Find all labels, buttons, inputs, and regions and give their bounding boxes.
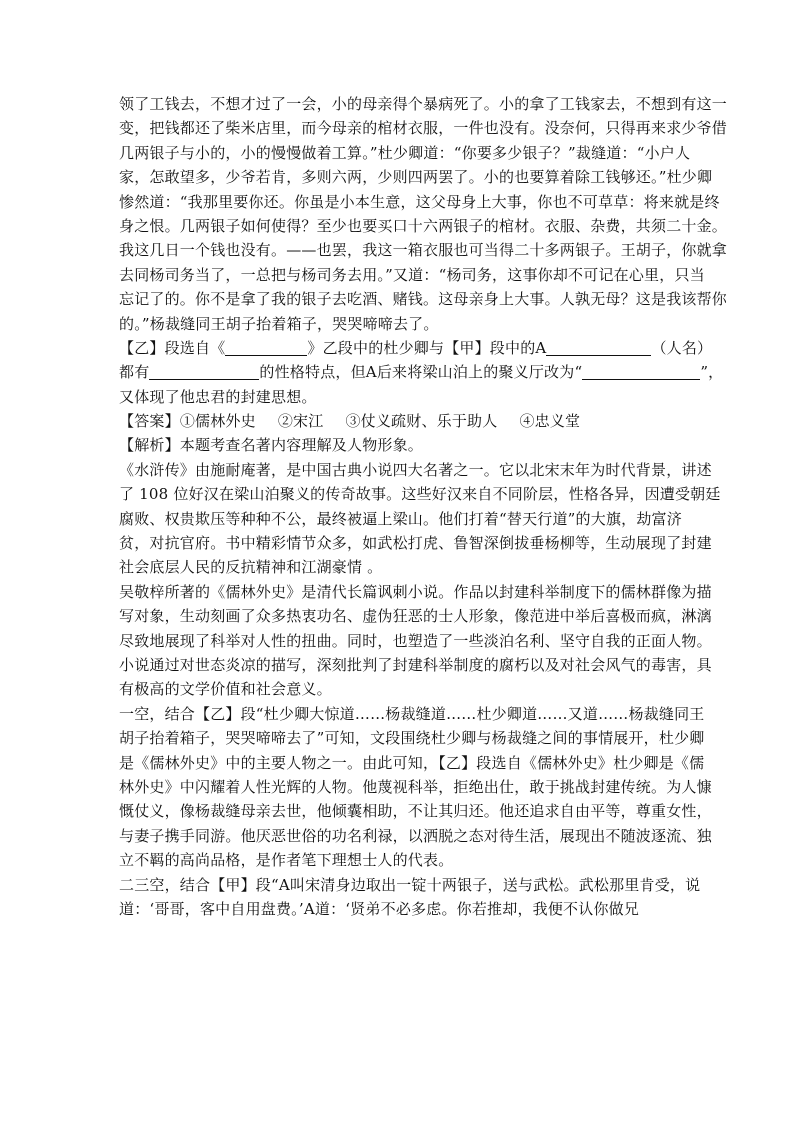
question-text: （人名） <box>651 338 713 357</box>
analysis-line: 慨仗义，像杨裁缝母亲去世，他倾囊相助，不让其归还。他还追求自由平等，尊重女性， <box>119 802 712 821</box>
answer-label: 【答案】 <box>119 412 180 431</box>
text-line: 几两银子与小的，小的慢慢做着工算。”杜少卿道：“你要多少银子？”裁缝道：“小户人 <box>119 143 691 162</box>
answer-line <box>119 409 679 433</box>
question-line <box>119 360 724 384</box>
analysis-line: 一空，结合【乙】段“杜少卿大惊道……杨裁缝道……杜少卿道……又道……杨裁缝同王 <box>119 704 705 723</box>
answer-blank-1 <box>225 339 307 356</box>
analysis-line: 《水浒传》由施耐庵著，是中国古典小说四大名著之一。它以北宋末年为时代背景，讲述 <box>119 460 712 479</box>
answer-item: ③仗义疏财、乐于助人 <box>345 412 498 431</box>
question-line <box>119 336 713 360</box>
analysis-line: 道：‘哥哥，客中自用盘费。’A道：‘贤弟不必多虑。你若推却，我便不认你做兄 <box>119 899 640 918</box>
analysis-line: 立不羁的高尚品格，是作者笔下理想士人的代表。 <box>119 851 454 870</box>
analysis-line: 尽致地展现了科举对人性的扭曲。同时，也塑造了一些淡泊名利、坚守自我的正面人物。 <box>119 631 712 650</box>
text-line: 的。”杨裁缝同王胡子抬着箱子，哭哭啼啼去了。 <box>119 314 439 333</box>
analysis-line: 二三空，结合【甲】段“A叫宋清身边取出一锭十两银子，送与武松。武松那里肯受，说 <box>119 875 701 894</box>
question-text: 的性格特点，但A后来将梁山泊上的聚义厅改为“ <box>259 363 583 382</box>
analysis-block <box>119 433 721 921</box>
analysis-line: 林外史》中闪耀着人性光辉的人物。他蔑视科举，拒绝出仕，敢于挑战封建传统。为人慷 <box>119 777 712 796</box>
text-line: 忘记了的。你不是拿了我的银子去吃酒、赌钱。这母亲身上大事。人孰无母？这是我该帮你 <box>119 290 728 309</box>
answer-blank-3 <box>149 363 259 380</box>
analysis-line: 了 108 位好汉在梁山泊聚义的传奇故事。这些好汉来自不同阶层，性格各异，因遭受朝廷 <box>119 485 721 504</box>
analysis-line: 贫，对抗官府。书中精彩情节众多，如武松打虎、鲁智深倒拔垂杨柳等，生动展现了封建 <box>119 534 712 553</box>
analysis-line: 吴敬梓所著的《儒林外史》是清代长篇讽刺小说。作品以封建科举制度下的儒林群像为描 <box>119 582 712 601</box>
document-page <box>119 92 728 921</box>
answer-item: ④忠义堂 <box>519 412 581 431</box>
text-line: 身之恨。几两银子如何使得？至少也要买口十六两银子的棺材。衣服、杂费，共须二十金。 <box>119 216 728 235</box>
story-excerpt <box>119 92 728 336</box>
answer-blank-4 <box>582 363 700 380</box>
analysis-line: 胡子抬着箱子，哭哭啼啼去了”可知，文段围绕杜少卿与杨裁缝之间的事情展开，杜少卿 <box>119 729 705 748</box>
analysis-line: 【解析】本题考查名著内容理解及人物形象。 <box>119 436 424 455</box>
text-line: 我这几日一个钱也没有。——也罢，我这一箱衣服也可当得二十多两银子。王胡子，你就拿 <box>119 241 728 260</box>
question-text: ”， <box>700 363 724 382</box>
analysis-line: 写对象，生动刻画了众多热衷功名、虚伪狂恶的士人形象，像范进中举后喜极而疯，淋漓 <box>119 607 712 626</box>
text-line: 惨然道：“我那里要你还。你虽是小本生意，这父母身上大事，你也不可草草：将来就是终 <box>119 192 720 211</box>
question-block <box>119 336 724 409</box>
text-line: 去同杨司务当了，一总把与杨司务去用。”又道：“杨司务，这事你却不可记在心里，只当 <box>119 265 705 284</box>
answer-blank-2 <box>546 339 651 356</box>
text-line: 变，把钱都还了柴米店里，而今母亲的棺材衣服，一件也没有。没奈何，只得再来求少爷借 <box>119 119 728 138</box>
question-line: 又体现了他忠君的封建思想。 <box>119 387 317 406</box>
answer-item: ①儒林外史 <box>179 412 256 431</box>
analysis-line: 小说通过对世态炎凉的描写，深刻批判了封建科举制度的腐朽以及对社会风气的毒害，具 <box>119 655 712 674</box>
analysis-line: 腐败、权贵欺压等种种不公，最终被逼上梁山。他们打着“替天行道”的大旗，劫富济 <box>119 509 682 528</box>
analysis-line: 有极高的文学价值和社会意义。 <box>119 680 332 699</box>
text-line: 领了工钱去，不想才过了一会，小的母亲得个暴病死了。小的拿了工钱家去，不想到有这一 <box>119 95 728 113</box>
analysis-line: 与妻子携手同游。他厌恶世俗的功名利禄，以洒脱之态对待生活，展现出不随波逐流、独 <box>119 826 712 845</box>
analysis-line: 是《儒林外史》中的主要人物之一。由此可知，【乙】段选自《儒林外史》杜少卿是《儒 <box>119 753 705 772</box>
analysis-line: 社会底层人民的反抗精神和江湖豪情 。 <box>119 558 383 577</box>
question-text: 都有 <box>119 363 150 382</box>
question-text: 【乙】段选自《 <box>119 338 226 357</box>
answer-item: ②宋江 <box>277 412 324 431</box>
question-text: 》乙段中的杜少卿与【甲】段中的A <box>307 338 547 357</box>
text-line: 家，怎敢望多，少爷若肯，多则六两，少则四两罢了。小的也要算着除工钱够还。”杜少卿 <box>119 168 713 187</box>
